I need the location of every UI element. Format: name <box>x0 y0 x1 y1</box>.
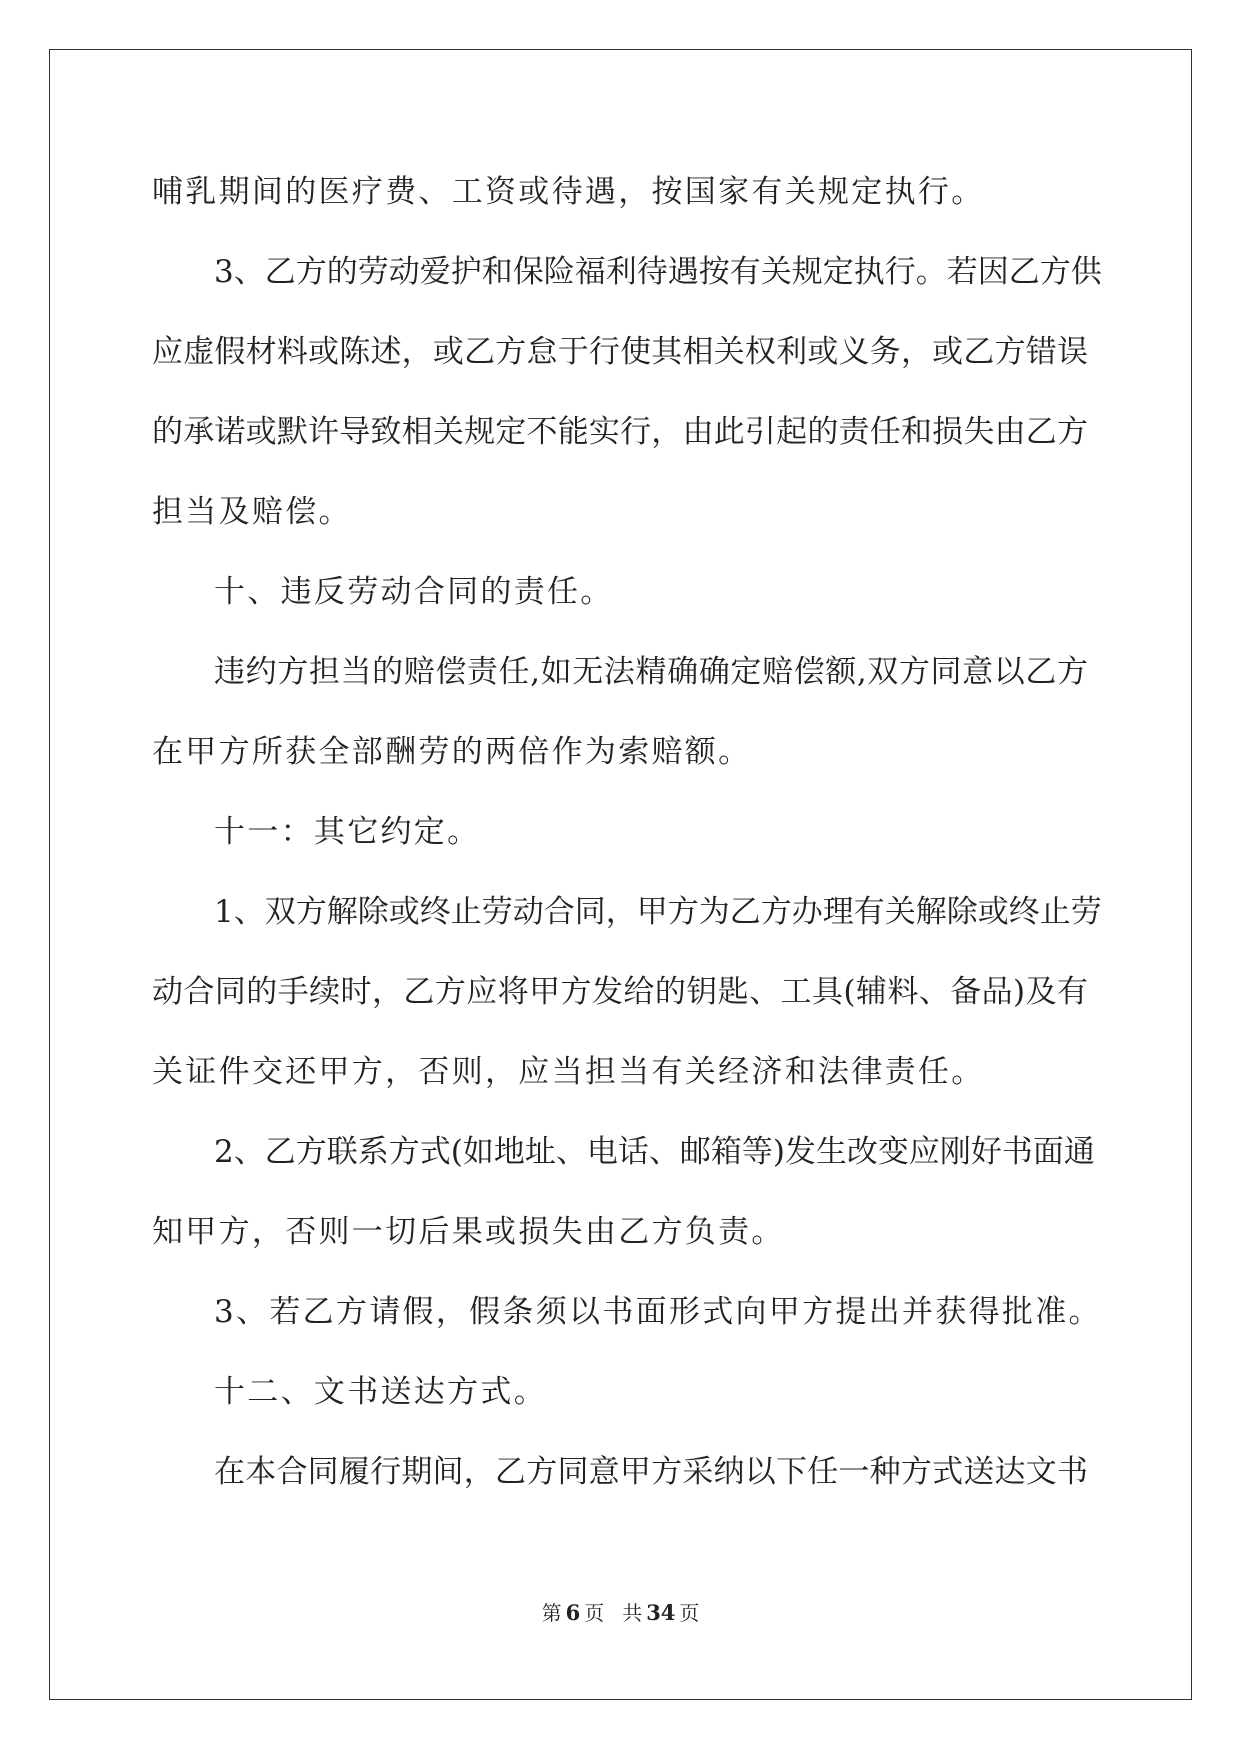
text-line: 动合同的手续时，乙方应将甲方发给的钥匙、工具(辅料、备品)及有 <box>152 974 1088 1010</box>
text-line: 关证件交还甲方，否则，应当担当有关经济和法律责任。 <box>152 1054 985 1090</box>
total-prefix: 共 <box>622 1601 643 1625</box>
page-suffix: 页 <box>584 1601 605 1625</box>
paragraph-line: 3、乙方的劳动爱护和保险福利待遇按有关规定执行。若因乙方供 <box>214 254 1102 290</box>
page-footer <box>0 1600 1241 1626</box>
total-pages: 34 <box>646 1600 676 1625</box>
text-line: 知甲方，否则一切后果或损失由乙方负责。 <box>152 1214 785 1250</box>
paragraph-line: 3、若乙方请假，假条须以书面形式向甲方提出并获得批准。 <box>214 1294 1102 1330</box>
page-prefix: 第 <box>541 1601 562 1625</box>
text-line: 的承诺或默许导致相关规定不能实行，由此引起的责任和损失由乙方 <box>152 414 1088 450</box>
section-heading: 十、违反劳动合同的责任。 <box>214 574 614 610</box>
paragraph-line: 2、乙方联系方式(如地址、电话、邮箱等)发生改变应刚好书面通 <box>214 1134 1095 1170</box>
section-heading: 十一：其它约定。 <box>214 814 481 850</box>
text-line: 应虚假材料或陈述，或乙方怠于行使其相关权利或义务，或乙方错误 <box>152 334 1088 370</box>
text-line: 哺乳期间的医疗费、工资或待遇，按国家有关规定执行。 <box>152 174 985 210</box>
paragraph-line: 1、双方解除或终止劳动合同，甲方为乙方办理有关解除或终止劳 <box>214 894 1102 930</box>
paragraph-line: 违约方担当的赔偿责任,如无法精确确定赔偿额,双方同意以乙方 <box>214 654 1088 690</box>
text-line: 在甲方所获全部酬劳的两倍作为索赔额。 <box>152 734 752 770</box>
total-suffix: 页 <box>679 1601 700 1625</box>
page-number: 6 <box>565 1600 581 1625</box>
text-line: 担当及赔偿。 <box>152 494 352 530</box>
paragraph-line: 在本合同履行期间，乙方同意甲方采纳以下任一种方式送达文书 <box>214 1454 1088 1490</box>
section-heading: 十二、文书送达方式。 <box>214 1374 547 1410</box>
